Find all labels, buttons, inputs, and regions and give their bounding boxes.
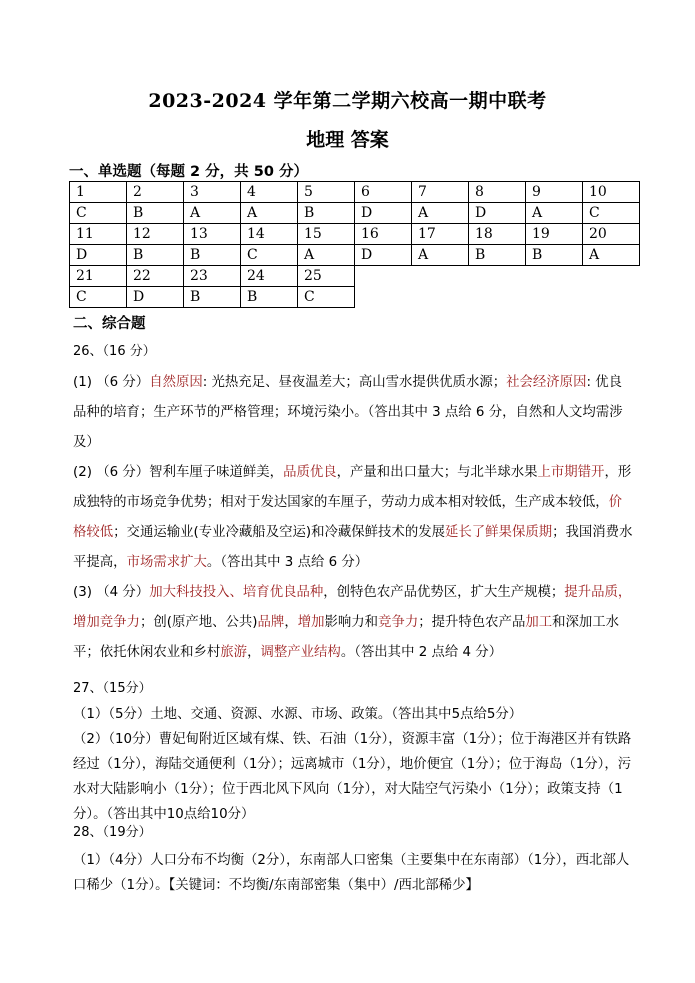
- answer-cell: B: [184, 245, 241, 266]
- question-27: [73, 678, 633, 827]
- question-number-cell: 11: [70, 224, 127, 245]
- key-phrase: 上市期错开: [537, 465, 605, 480]
- question-number-cell: 6: [355, 182, 412, 203]
- question-number-cell: 21: [70, 266, 127, 287]
- question-27-header: 27、（15分）: [73, 681, 152, 696]
- section-heading-single-choice: 一、单选题（每题 2 分，共 50 分）: [69, 164, 308, 180]
- question-number-cell: 18: [469, 224, 526, 245]
- question-number-cell: 8: [469, 182, 526, 203]
- question-number-cell: 5: [298, 182, 355, 203]
- text-segment: ，形成独特的市场竞争优势；相对于发达国家的车厘子，劳动力成本相对较低，生产成本较低，: [73, 465, 632, 510]
- question-number-cell: 19: [526, 224, 583, 245]
- text-segment: ，: [247, 645, 261, 660]
- key-phrase: 竞争力: [378, 615, 419, 630]
- answer-table-row: [70, 266, 640, 287]
- empty-cell: [355, 287, 412, 308]
- text-segment: ，: [284, 615, 298, 630]
- page-title: 2023-2024 学年第二学期六校高一期中联考: [148, 90, 547, 112]
- key-phrase: 加大科技投入、培育优良品种: [149, 585, 324, 600]
- key-phrase: 旅游: [220, 645, 248, 660]
- answer-cell: C: [298, 287, 355, 308]
- empty-cell: [355, 266, 412, 287]
- empty-cell: [526, 287, 583, 308]
- question-number-cell: 3: [184, 182, 241, 203]
- question-28: [73, 822, 633, 898]
- question-number-cell: 1: [70, 182, 127, 203]
- question-number-cell: 4: [241, 182, 298, 203]
- answer-cell: A: [526, 203, 583, 224]
- answer-cell: A: [583, 245, 640, 266]
- question-number-cell: 9: [526, 182, 583, 203]
- empty-cell: [412, 287, 469, 308]
- text-segment: (1) （6 分）: [73, 375, 150, 390]
- key-phrase: 调整产业结构: [260, 645, 341, 660]
- question-number-cell: 2: [127, 182, 184, 203]
- text-segment: (3) （4 分）: [73, 585, 150, 600]
- text-segment: ，创特色农产品优势区，扩大生产规模；: [323, 585, 565, 600]
- answer-cell: D: [469, 203, 526, 224]
- answer-cell: C: [583, 203, 640, 224]
- key-phrase: 品牌: [257, 615, 285, 630]
- empty-cell: [583, 287, 640, 308]
- text-segment: ，产量和出口量大；与北半球水果: [336, 465, 538, 480]
- key-phrase: 价格较低: [73, 495, 623, 540]
- text-segment: ；我国消费水平提高，: [73, 525, 633, 570]
- text-segment: 。（答出其中 2 点给 4 分）: [340, 645, 503, 660]
- answer-cell: A: [241, 203, 298, 224]
- answer-cell: B: [526, 245, 583, 266]
- question-28-header: 28、（19分）: [73, 825, 152, 840]
- empty-cell: [583, 266, 640, 287]
- key-phrase: 品质优良: [283, 465, 337, 480]
- question-number-cell: 25: [298, 266, 355, 287]
- answer-cell: B: [184, 287, 241, 308]
- key-phrase: 增加: [297, 615, 325, 630]
- text-segment: ；交通运输业(专业冷藏船及空运)和冷藏保鲜技术的发展: [113, 525, 445, 540]
- text-segment: 和深加工水平；依托休闲农业和乡村: [73, 615, 620, 660]
- text-segment: (2) （6 分）智利车厘子味道鲜美，: [73, 465, 284, 480]
- question-27-part-1: （1）（5分）土地、交通、资源、水源、市场、政策。（答出其中5点给5分）: [73, 707, 523, 722]
- answer-cell: A: [412, 203, 469, 224]
- question-26-header: 26、（16 分）: [73, 344, 156, 359]
- answer-cell: B: [127, 245, 184, 266]
- answer-cell: D: [70, 245, 127, 266]
- question-26-part-3: [73, 578, 633, 668]
- key-phrase: 市场需求扩大: [126, 555, 207, 570]
- answer-table-row: [70, 287, 640, 308]
- key-phrase: 加工: [525, 615, 553, 630]
- answer-cell: C: [241, 245, 298, 266]
- question-number-cell: 10: [583, 182, 640, 203]
- question-number-cell: 14: [241, 224, 298, 245]
- question-number-cell: 16: [355, 224, 412, 245]
- answer-cell: D: [355, 245, 412, 266]
- answer-cell: B: [469, 245, 526, 266]
- key-phrase: 提升品质，增加竞争力: [73, 585, 632, 630]
- question-number-cell: 24: [241, 266, 298, 287]
- text-segment: ；提升特色农产品: [418, 615, 526, 630]
- answer-table-row: [70, 224, 640, 245]
- answer-cell: B: [127, 203, 184, 224]
- key-phrase: 自然原因: [149, 375, 203, 390]
- answer-cell: A: [298, 245, 355, 266]
- answer-table-row: [70, 182, 640, 203]
- answer-cell: C: [70, 287, 127, 308]
- text-segment: : 光热充足、昼夜温差大；高山雪水提供优质水源；: [202, 375, 507, 390]
- question-26-part-1: [73, 368, 633, 458]
- text-segment: ；创(原产地、公共): [139, 615, 258, 630]
- question-26: [73, 340, 633, 668]
- answer-table-row: [70, 203, 640, 224]
- page-subtitle: 地理 答案: [306, 129, 389, 151]
- question-number-cell: 12: [127, 224, 184, 245]
- empty-cell: [469, 287, 526, 308]
- question-number-cell: 17: [412, 224, 469, 245]
- question-number-cell: 22: [127, 266, 184, 287]
- question-number-cell: 20: [583, 224, 640, 245]
- answer-cell: C: [70, 203, 127, 224]
- text-segment: 。（答出其中 3 点给 6 分）: [206, 555, 369, 570]
- empty-cell: [469, 266, 526, 287]
- question-number-cell: 13: [184, 224, 241, 245]
- question-28-part-1: （1）（4分）人口分布不均衡（2分），东南部人口密集（主要集中在东南部）（1分），西北部人口稀少（1分）。【关键词：不均衡/东南部密集（集中）/西北部稀少】: [73, 853, 630, 893]
- question-number-cell: 23: [184, 266, 241, 287]
- answer-cell: B: [298, 203, 355, 224]
- answer-cell: B: [241, 287, 298, 308]
- text-segment: : 优良品种的培育；生产环节的严格管理；环境污染小。（答出其中 3 点给 6 分，自然和人文均需涉及）: [73, 375, 623, 450]
- section-heading-comprehensive: 二、综合题: [73, 316, 146, 332]
- answer-cell: A: [412, 245, 469, 266]
- empty-cell: [526, 266, 583, 287]
- question-27-part-2: （2）（10分）曹妃甸附近区域有煤、铁、石油（1分），资源丰富（1分）；位于海港区并有铁路经过（1分），海陆交通便利（1分）；远离城市（1分），地价便宜（1分）；位于海岛（1分），污水对大陆影响小（1分）；位于西北风下风向（1分），对大陆空气污染小（1分）；政策支持（1分）。（答出其中10点给10分）: [73, 732, 632, 822]
- answer-cell: D: [355, 203, 412, 224]
- question-number-cell: 15: [298, 224, 355, 245]
- answer-table: [69, 181, 640, 308]
- text-segment: 影响力和: [324, 615, 379, 630]
- empty-cell: [412, 266, 469, 287]
- answer-cell: D: [127, 287, 184, 308]
- answer-table-row: [70, 245, 640, 266]
- answer-cell: A: [184, 203, 241, 224]
- question-number-cell: 7: [412, 182, 469, 203]
- question-26-part-2: [73, 458, 633, 578]
- key-phrase: 延长了鲜果保质期: [445, 525, 553, 540]
- key-phrase: 社会经济原因: [506, 375, 587, 390]
